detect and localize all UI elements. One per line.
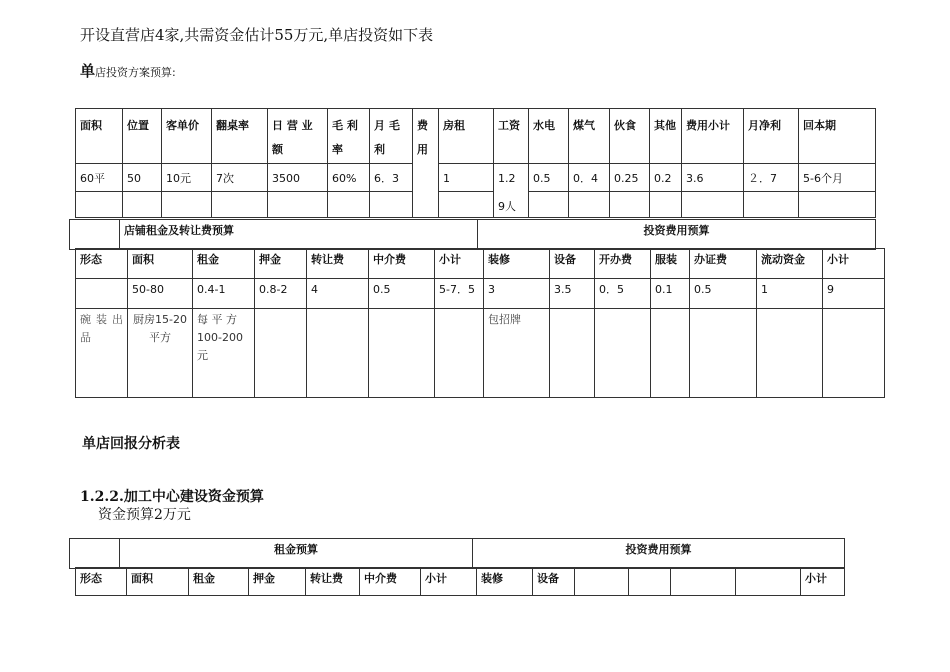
t2-cell-equipment: [550, 279, 595, 309]
t1-header-daily-revenue: [268, 109, 328, 164]
t1-header-payback: [799, 109, 876, 164]
intro-text: 开设直营店4家,共需资金估计55万元,单店投资如下表: [80, 26, 434, 44]
t2-cell-agency-fee: [369, 279, 435, 309]
t1-header-monthly-gross-l2: 利: [374, 143, 385, 156]
t1-header-daily-revenue-l1: 日 营 业: [272, 119, 313, 132]
t2-header-subtotal-1-text: 小计: [439, 253, 461, 266]
t1-cell-turnover-text: 7次: [216, 172, 234, 185]
t2-note-rent-text: 每 平 方 100-200 元: [197, 313, 243, 362]
single-store-investment-table: [75, 108, 876, 218]
table3-header-row: [76, 568, 845, 596]
t3-header-rent: [189, 568, 249, 596]
t1-header-cost-l1: 费: [417, 119, 428, 132]
t3-header-equipment-text: 设备: [537, 572, 559, 585]
t1-cell-utilities-text: 0.5: [533, 172, 551, 185]
t2-header-agency-fee-text: 中介费: [373, 253, 406, 266]
t2-cell-rent-text: 0.4-1: [197, 283, 226, 296]
t2-cell-uniform: [651, 279, 690, 309]
t2-header-form-text: 形态: [80, 253, 102, 266]
t3-header-empty: [575, 568, 629, 596]
t2-cell-working-capital-text: 1: [761, 283, 768, 296]
t2-cell-uniform-text: 0.1: [655, 283, 673, 296]
t1-header-other: [650, 109, 682, 164]
t1-cell-cost-subtotal-text: 3.6: [686, 172, 704, 185]
t1-extra-cell: [650, 192, 682, 218]
t1-cell-location: [123, 164, 162, 192]
table3-group-header: [69, 538, 845, 569]
t3-header-transfer-fee-text: 转让费: [310, 572, 343, 585]
t2-header-subtotal-2: [823, 249, 885, 279]
t3-header-empty: [671, 568, 736, 596]
t3-header-empty: [629, 568, 671, 596]
t3-group-right-text: 投资费用预算: [625, 543, 692, 556]
t2-note-empty: [369, 309, 435, 398]
t2-header-area-text: 面积: [132, 253, 154, 266]
t2-note-empty: [550, 309, 595, 398]
t3-header-decoration: [477, 568, 533, 596]
t3-header-subtotal-2-text: 小计: [805, 572, 827, 585]
t2-cell-area-text: 50-80: [132, 283, 164, 296]
t1-cell-area-text: 60平: [80, 172, 105, 185]
t2-cell-subtotal-2-text: 9: [827, 283, 834, 296]
t2-header-startup-fee-text: 开办费: [599, 253, 632, 266]
t2-cell-decoration-text: 3: [488, 283, 495, 296]
t1-cell-other-text: 0.2: [654, 172, 672, 185]
t2-note-rent: [193, 309, 255, 398]
t2-header-transfer-fee: [307, 249, 369, 279]
t2-group-right-text: 投资费用预算: [643, 224, 710, 237]
t1-header-monthly-gross: [370, 109, 413, 164]
t2-header-equipment: [550, 249, 595, 279]
t1-extra-cell: [799, 192, 876, 218]
t1-cell-avg-ticket-text: 10元: [166, 172, 191, 185]
t3-header-form: [76, 568, 127, 596]
t1-cell-cost-subtotal: [682, 164, 744, 192]
t2-note-form: [76, 309, 128, 398]
t2-cell-transfer-fee: [307, 279, 369, 309]
t1-header-rent: [439, 109, 494, 164]
t1-cell-rent: [439, 164, 494, 192]
t1-header-payback-text: 回本期: [803, 119, 836, 132]
t1-extra-cell: [162, 192, 212, 218]
t1-header-gas: [569, 109, 610, 164]
t2-cell-equipment-text: 3.5: [554, 283, 572, 296]
t1-cell-payback-text: 5-6个月: [803, 172, 843, 185]
t2-header-decoration: [484, 249, 550, 279]
t1-header-meals-text: 伙食: [614, 119, 636, 132]
t1-header-location-text: 位置: [127, 119, 149, 132]
t1-cell-other: [650, 164, 682, 192]
t2-cell-deposit-text: 0.8-2: [259, 283, 288, 296]
t1-header-daily-revenue-l2: 额: [272, 143, 283, 156]
t3-group-left-text: 租金预算: [274, 543, 318, 556]
t1-cell-area: [76, 164, 123, 192]
t1-cell-gross-margin: [328, 164, 370, 192]
t2-note-empty: [595, 309, 651, 398]
t1-extra-cell: [413, 192, 439, 218]
t1-cell-rent-text: 1: [443, 172, 450, 185]
t1-header-cost-subtotal: [682, 109, 744, 164]
table2-data-row: [76, 279, 885, 309]
t2-cell-area: [128, 279, 193, 309]
t2-header-area: [128, 249, 193, 279]
t1-header-gas-text: 煤气: [573, 119, 595, 132]
plan-title: [80, 60, 176, 81]
t1-cell-gas-text: 0．4: [573, 172, 598, 185]
t2-group-left-text: 店铺租金及转让费预算: [124, 224, 234, 237]
t1-extra-cell: [212, 192, 268, 218]
t1-cell-gas: [569, 164, 610, 192]
t2-note-decoration-text: 包招牌: [488, 313, 521, 326]
t2-group-right: [478, 220, 876, 250]
t2-cell-decoration: [484, 279, 550, 309]
t2-cell-deposit: [255, 279, 307, 309]
t2-header-working-capital: [757, 249, 823, 279]
t1-cell-meals-text: 0.25: [614, 172, 639, 185]
t3-header-subtotal-1: [421, 568, 477, 596]
t2-cell-subtotal-1: [435, 279, 484, 309]
t3-header-transfer-fee: [306, 568, 360, 596]
t2-header-license-fee-text: 办证费: [694, 253, 727, 266]
t3-group-corner: [70, 539, 120, 569]
t2-note-empty: [757, 309, 823, 398]
t2-cell-subtotal-2: [823, 279, 885, 309]
t1-header-avg-ticket-text: 客单价: [166, 119, 199, 132]
t1-header-net-profit-text: 月净利: [748, 119, 781, 132]
t1-header-utilities-text: 水电: [533, 119, 555, 132]
t1-cell-cost: [413, 164, 439, 192]
t2-cell-license-fee: [690, 279, 757, 309]
t2-header-decoration-text: 装修: [488, 253, 510, 266]
t2-header-startup-fee: [595, 249, 651, 279]
t1-extra-cell: [744, 192, 799, 218]
t3-header-deposit-text: 押金: [253, 572, 275, 585]
t2-note-decoration: [484, 309, 550, 398]
t1-header-location: [123, 109, 162, 164]
t2-note-empty: [255, 309, 307, 398]
t1-extra-cell: [682, 192, 744, 218]
t1-header-area-text: 面积: [80, 119, 102, 132]
t1-header-utilities: [529, 109, 569, 164]
t1-cell-meals: [610, 164, 650, 192]
t1-cell-avg-ticket: [162, 164, 212, 192]
t1-header-meals: [610, 109, 650, 164]
t3-header-form-text: 形态: [80, 572, 102, 585]
t2-note-empty: [690, 309, 757, 398]
table2-header-row: [76, 249, 885, 279]
t1-cell-monthly-gross: [370, 164, 413, 192]
t3-header-subtotal-1-text: 小计: [425, 572, 447, 585]
t2-header-uniform-text: 服装: [655, 253, 677, 266]
t1-cell-wages-text: 1.2: [498, 172, 516, 185]
t1-header-rent-text: 房租: [443, 119, 465, 132]
t3-header-equipment: [533, 568, 575, 596]
t3-group-left: [120, 539, 473, 569]
t1-extra-cell: [610, 192, 650, 218]
t1-header-turnover-text: 翻桌率: [216, 119, 249, 132]
t1-extra-wages: [494, 192, 529, 218]
t2-note-empty: [651, 309, 690, 398]
t1-header-wages: [494, 109, 529, 164]
t1-header-turnover: [212, 109, 268, 164]
t1-cell-daily-revenue-text: 3500: [272, 172, 300, 185]
t1-extra-cell: [569, 192, 610, 218]
t3-header-agency-fee: [360, 568, 421, 596]
t1-header-cost-l2: 用: [417, 143, 428, 156]
processing-center-budget-table: [75, 567, 845, 596]
t2-cell-subtotal-1-text: 5-7．5: [439, 283, 475, 296]
t2-note-area: [128, 309, 193, 398]
t3-header-area: [127, 568, 189, 596]
t2-header-uniform: [651, 249, 690, 279]
t2-header-deposit-text: 押金: [259, 253, 281, 266]
t1-extra-cell: [76, 192, 123, 218]
t1-header-monthly-gross-l1: 月 毛: [374, 119, 400, 132]
table2-group-header: [69, 219, 876, 250]
t2-header-rent: [193, 249, 255, 279]
t1-header-gross-margin-l2: 率: [332, 143, 343, 156]
t1-header-net-profit: [744, 109, 799, 164]
t1-cell-wages: [494, 164, 529, 192]
t3-header-area-text: 面积: [131, 572, 153, 585]
t2-cell-transfer-fee-text: 4: [311, 283, 318, 296]
t3-header-deposit: [249, 568, 306, 596]
t2-note-empty: [823, 309, 885, 398]
t3-header-agency-fee-text: 中介费: [364, 572, 397, 585]
section-return-analysis: 单店回报分析表: [82, 436, 180, 452]
t2-note-form-text: 碗装出品: [80, 313, 123, 344]
t3-header-subtotal-2: [801, 568, 845, 596]
plan-title-big: 单: [80, 62, 96, 80]
t2-cell-startup-fee-text: 0．5: [599, 283, 624, 296]
t1-header-avg-ticket: [162, 109, 212, 164]
t1-extra-wages-text: 9人: [498, 199, 516, 213]
t2-cell-working-capital: [757, 279, 823, 309]
t1-extra-cell: [268, 192, 328, 218]
t2-header-subtotal-2-text: 小计: [827, 253, 849, 266]
t2-header-equipment-text: 设备: [554, 253, 576, 266]
t1-cell-monthly-gross-text: 6．3: [374, 172, 399, 185]
t1-extra-cell: [370, 192, 413, 218]
budget-note: 资金预算2万元: [98, 507, 191, 523]
t1-extra-cell: [328, 192, 370, 218]
t3-header-decoration-text: 装修: [481, 572, 503, 585]
t1-extra-cell: [123, 192, 162, 218]
t1-cell-utilities: [529, 164, 569, 192]
t3-header-empty: [736, 568, 801, 596]
store-rent-investment-table: [75, 248, 885, 398]
t3-group-right: [473, 539, 845, 569]
t2-header-agency-fee: [369, 249, 435, 279]
t1-cell-location-text: 50: [127, 172, 141, 185]
t2-header-subtotal-1: [435, 249, 484, 279]
t2-cell-form: [76, 279, 128, 309]
t1-header-cost: [413, 109, 439, 164]
t3-header-rent-text: 租金: [193, 572, 215, 585]
t2-header-working-capital-text: 流动资金: [761, 253, 805, 266]
t1-header-area: [76, 109, 123, 164]
t2-group-left: [120, 220, 478, 250]
t1-header-cost-subtotal-text: 费用小计: [686, 119, 730, 132]
table1-data-row: [76, 164, 876, 192]
t1-cell-daily-revenue: [268, 164, 328, 192]
t2-cell-license-fee-text: 0.5: [694, 283, 712, 296]
t1-cell-turnover: [212, 164, 268, 192]
t2-header-license-fee: [690, 249, 757, 279]
t1-extra-cell: [529, 192, 569, 218]
section-processing-center: 1.2.2.加工中心建设资金预算: [80, 489, 264, 505]
table1-header-row: [76, 109, 876, 164]
t1-header-gross-margin: [328, 109, 370, 164]
t1-header-gross-margin-l1: 毛 利: [332, 119, 358, 132]
t2-header-deposit: [255, 249, 307, 279]
t1-cell-gross-margin-text: 60%: [332, 172, 357, 185]
t2-header-form: [76, 249, 128, 279]
t2-header-transfer-fee-text: 转让费: [311, 253, 344, 266]
t1-header-wages-text: 工资: [498, 119, 520, 132]
t2-note-empty: [435, 309, 484, 398]
t2-cell-agency-fee-text: 0.5: [373, 283, 391, 296]
t2-cell-rent: [193, 279, 255, 309]
t2-note-empty: [307, 309, 369, 398]
t2-note-area-text: 厨房15-20平方: [133, 313, 187, 344]
t1-cell-payback: [799, 164, 876, 192]
t1-extra-cell: [439, 192, 494, 218]
t2-cell-startup-fee: [595, 279, 651, 309]
t2-group-corner: [70, 220, 120, 250]
t1-header-other-text: 其他: [654, 119, 676, 132]
t1-cell-net-profit-text: ２．7: [748, 172, 777, 185]
table1-extra-row: [76, 192, 876, 218]
t2-header-rent-text: 租金: [197, 253, 219, 266]
plan-title-rest: 店投资方案预算:: [95, 66, 176, 79]
table2-notes-row: [76, 309, 885, 398]
t1-cell-net-profit: [744, 164, 799, 192]
